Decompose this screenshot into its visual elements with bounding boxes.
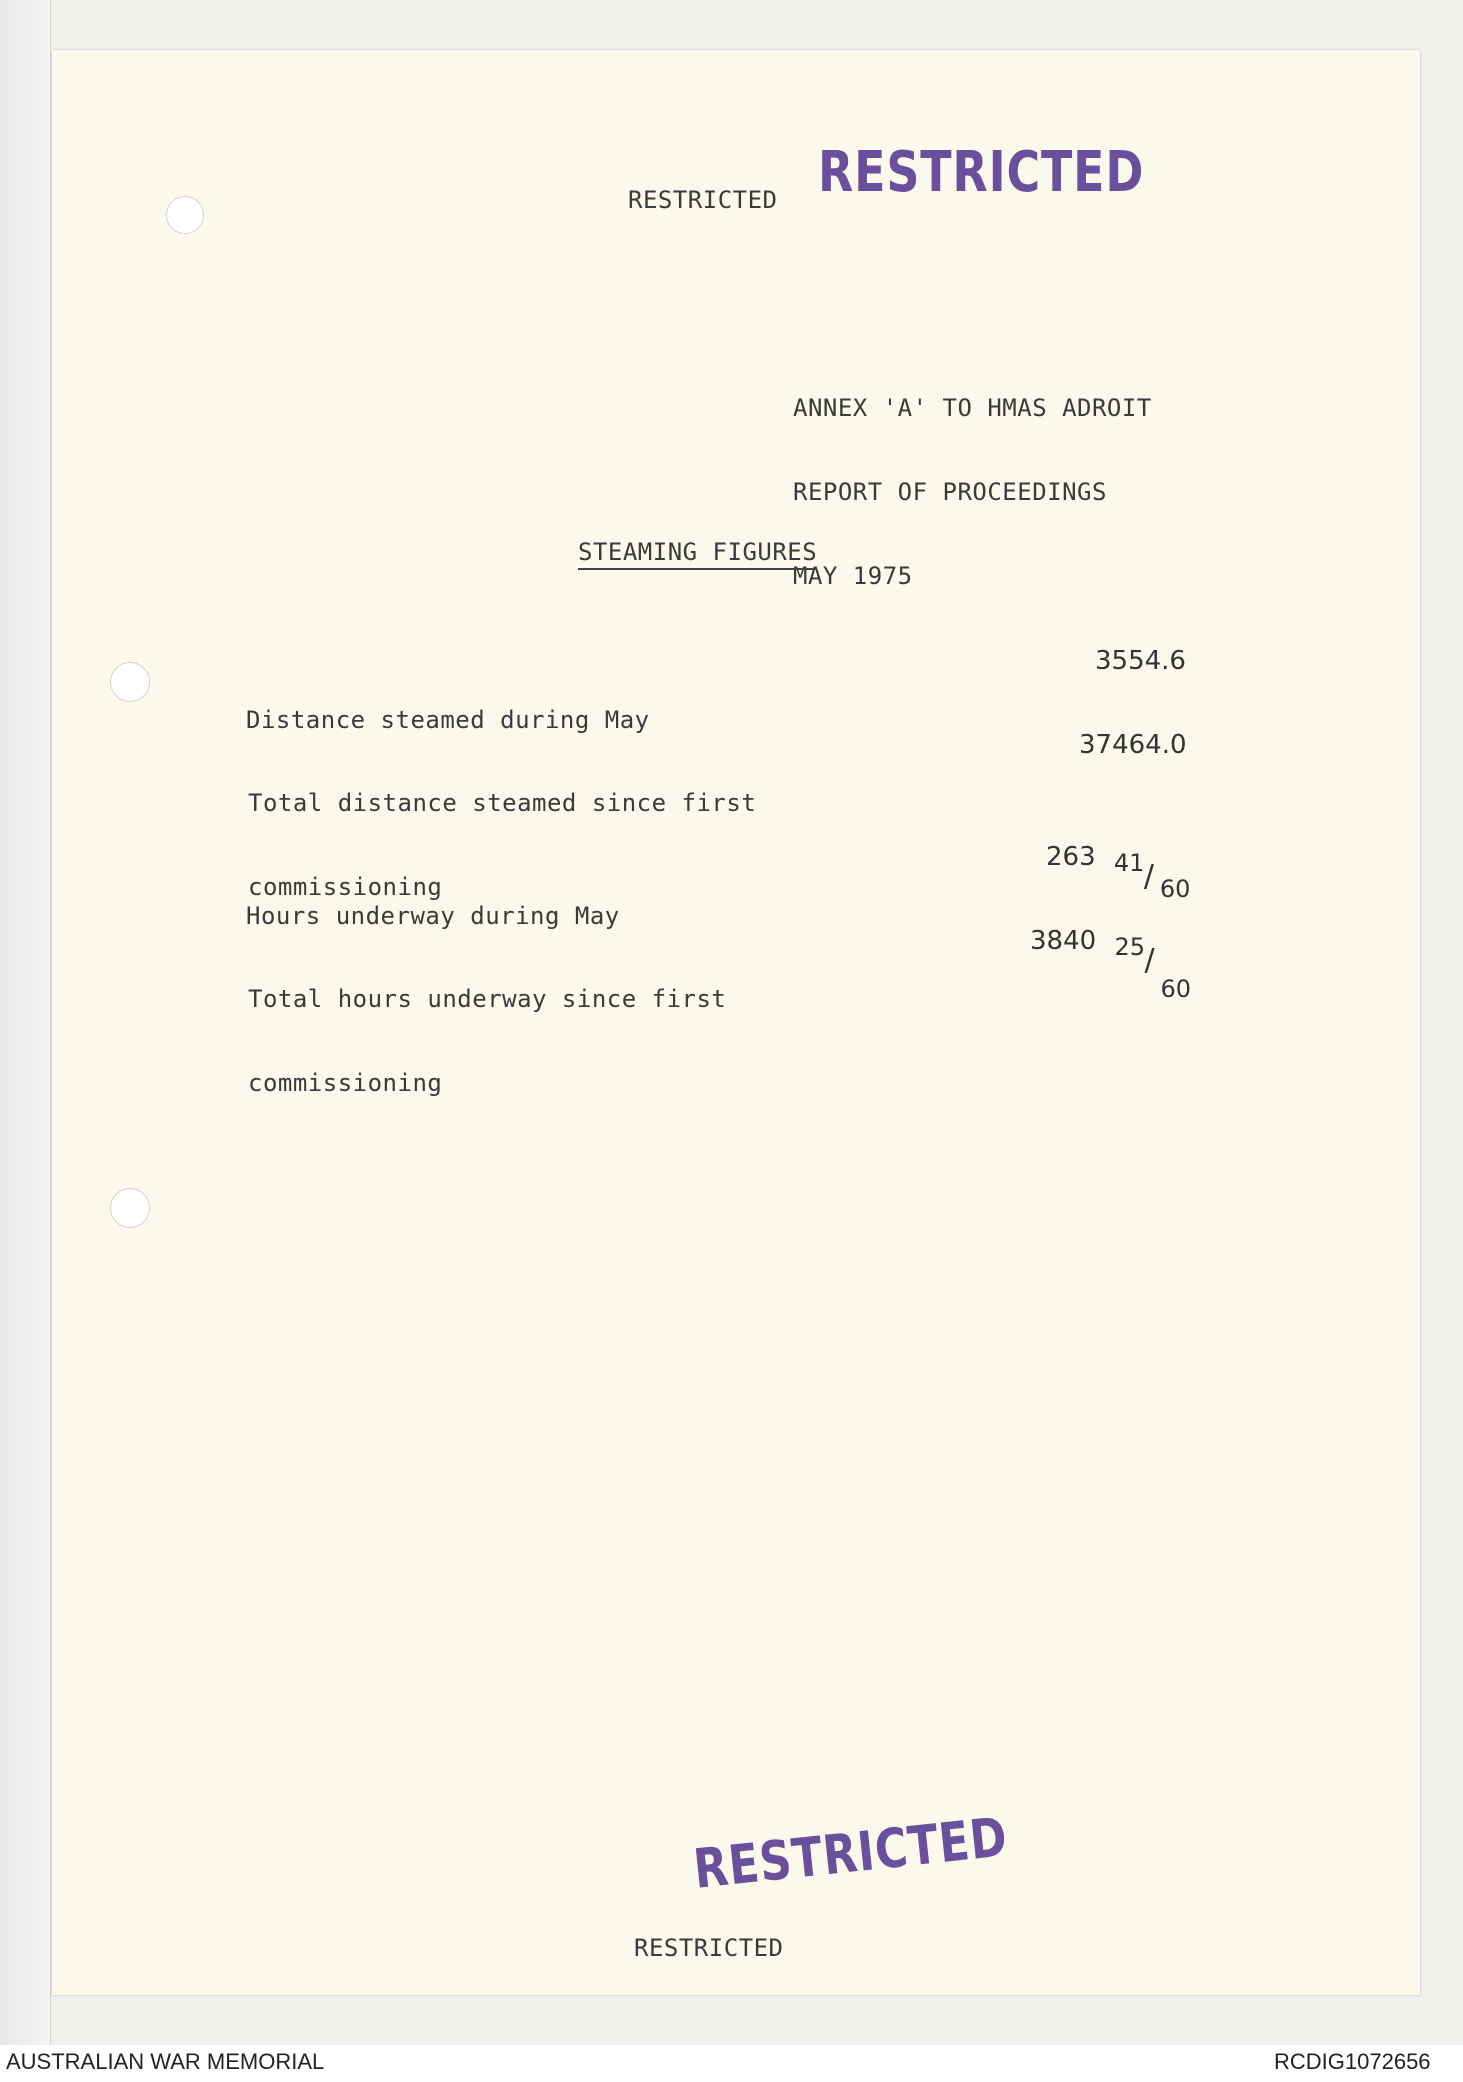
fraction-slash: /: [1143, 859, 1155, 894]
row-label-line: Total hours underway since first: [248, 985, 727, 1013]
archive-id: RCDIG1072656: [1274, 2049, 1431, 2074]
row-label-line: Total distance steamed since first: [248, 789, 757, 817]
document-page: [52, 50, 1420, 1995]
binder-edge: [0, 0, 51, 2045]
fraction-numerator: 41: [1113, 849, 1145, 877]
row-value-total-hours: [1030, 926, 1191, 1003]
punch-hole-lower: [110, 1188, 150, 1228]
fraction-denominator: 60: [1160, 975, 1191, 1003]
annex-line-3: MAY 1975: [793, 562, 913, 590]
row-value-hours-may: [1046, 842, 1191, 903]
restricted-stamp-top: RESTRICTED: [818, 140, 1145, 205]
fraction-numerator: 25: [1114, 933, 1145, 961]
value-whole: 263: [1046, 842, 1096, 872]
row-value-distance-may: 3554.6: [1095, 646, 1186, 676]
row-label-line: commissioning: [248, 1069, 443, 1097]
classification-typed-bottom: RESTRICTED: [634, 1934, 784, 1962]
value-whole: 3840: [1030, 926, 1097, 956]
annex-line-1: ANNEX 'A' TO HMAS ADROIT: [793, 394, 1152, 422]
section-title: STEAMING FIGURES: [578, 538, 817, 570]
classification-typed-top: RESTRICTED: [628, 186, 778, 214]
punch-hole-middle: [110, 662, 150, 702]
fraction-denominator: 60: [1159, 875, 1191, 903]
row-label-total-hours: [248, 929, 726, 1153]
row-label-line: commissioning: [248, 873, 443, 901]
fraction-slash: /: [1144, 943, 1155, 978]
annex-line-2: REPORT OF PROCEEDINGS: [793, 478, 1107, 506]
row-label-line: Hours underway during May: [246, 902, 620, 930]
row-label-line: Distance steamed during May: [246, 706, 650, 734]
archive-name: AUSTRALIAN WAR MEMORIAL: [6, 2049, 325, 2074]
annex-reference: [793, 338, 1152, 646]
row-value-total-distance: 37464.0: [1079, 730, 1187, 760]
restricted-stamp-bottom: RESTRICTED: [690, 1805, 1011, 1901]
punch-hole-top: [166, 196, 204, 234]
